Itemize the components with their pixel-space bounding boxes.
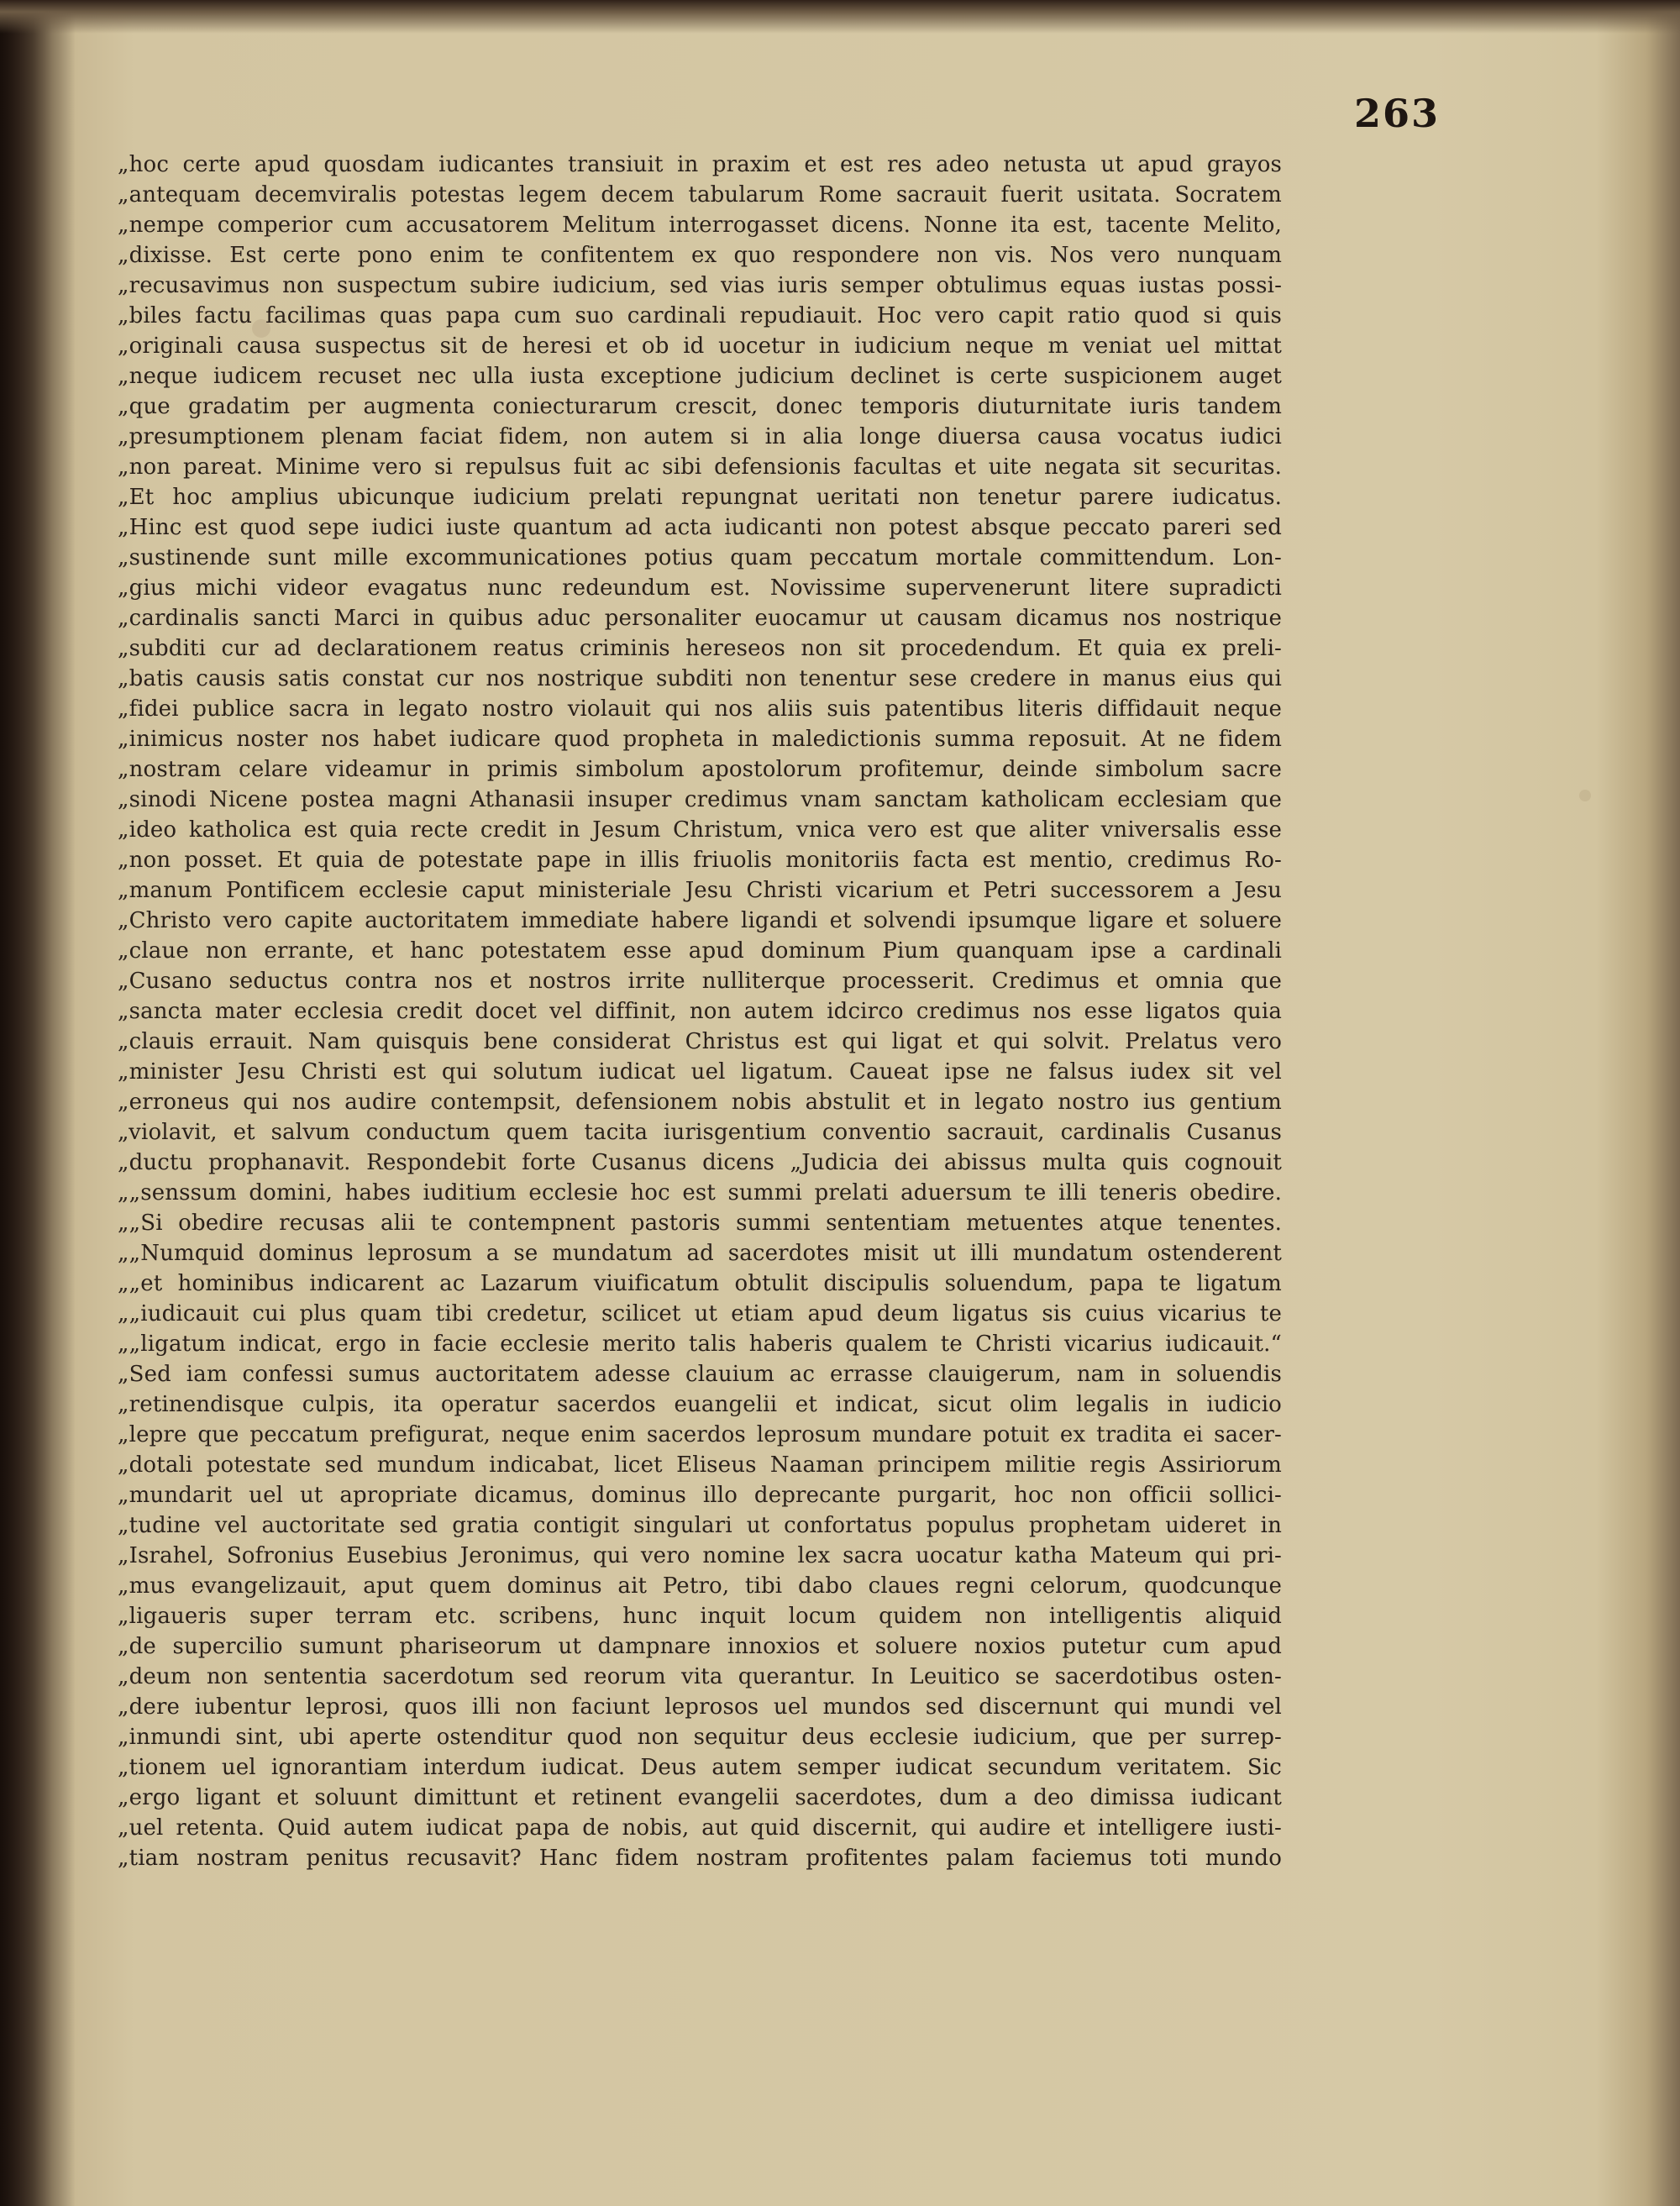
binding-gutter-shadow bbox=[0, 0, 76, 2206]
text-line: „de supercilio sumunt phariseorum ut dampnare innoxios et soluere noxios putetur cum apud bbox=[118, 1634, 1282, 1659]
text-line: „claue non errante, et hanc potestatem esse apud dominum Pium quanquam ipse a cardinali bbox=[118, 938, 1282, 964]
text-line: „erroneus qui nos audire contempsit, defensionem nobis abstulit et in legato nostro ius gentium bbox=[118, 1090, 1282, 1115]
text-line: „ergo ligant et soluunt dimittunt et retinent evangelii sacerdotes, dum a deo dimissa iudicant bbox=[118, 1785, 1282, 1810]
text-line: „„senssum domini, habes iuditium ecclesie hoc est summi prelati aduersum te illi teneris obedire. bbox=[118, 1180, 1282, 1205]
text-line: „tionem uel ignorantiam interdum iudicat. Deus autem semper iudicat secundum veritatem. Sic bbox=[118, 1755, 1282, 1780]
text-line: „violavit, et salvum conductum quem tacita iurisgentium conventio sacrauit, cardinalis Cusanus bbox=[118, 1120, 1282, 1145]
text-line: „Sed iam confessi sumus auctoritatem adesse clauium ac errasse clauigerum, nam in soluendis bbox=[118, 1362, 1282, 1387]
text-line: „inimicus noster nos habet iudicare quod propheta in maledictionis summa reposuit. At ne fidem bbox=[118, 727, 1282, 752]
text-line: „gius michi videor evagatus nunc redeundum est. Novissime supervenerunt litere supradicti bbox=[118, 575, 1282, 601]
text-line: „tiam nostram penitus recusavit? Hanc fidem nostram profitentes palam faciemus toti mundo bbox=[118, 1846, 1282, 1871]
text-line: „tudine vel auctoritate sed gratia contigit singulari ut confortatus populus prophetam uideret in bbox=[118, 1513, 1282, 1538]
text-line: „lepre que peccatum prefigurat, neque enim sacerdos leprosum mundare potuit ex tradita ei sacer- bbox=[118, 1422, 1282, 1447]
text-line: „„ligatum indicat, ergo in facie ecclesie merito talis haberis qualem te Christi vicarius iudicauit.“ bbox=[118, 1331, 1282, 1357]
text-line: „„Numquid dominus leprosum a se mundatum ad sacerdotes misit ut illi mundatum ostenderent bbox=[118, 1241, 1282, 1266]
text-line: „hoc certe apud quosdam iudicantes transiuit in praxim et est res adeo netusta ut apud grayos bbox=[118, 152, 1282, 177]
text-line: „clauis errauit. Nam quisquis bene considerat Christus est qui ligat et qui solvit. Prelatus vero bbox=[118, 1029, 1282, 1054]
text-line: „manum Pontificem ecclesie caput ministeriale Jesu Christi vicarium et Petri successorem a Jesu bbox=[118, 878, 1282, 903]
text-line: „neque iudicem recuset nec ulla iusta exceptione judicium declinet is certe suspicionem auget bbox=[118, 364, 1282, 389]
text-line: „mus evangelizauit, aput quem dominus ait Petro, tibi dabo claues regni celorum, quodcunque bbox=[118, 1573, 1282, 1599]
text-line: „biles factu facilimas quas papa cum suo cardinali repudiauit. Hoc vero capit ratio quod si quis bbox=[118, 303, 1282, 328]
text-line: „recusavimus non suspectum subire iudicium, sed vias iuris semper obtulimus equas iustas possi- bbox=[118, 273, 1282, 298]
text-line: „presumptionem plenam faciat fidem, non autem si in alia longe diuersa causa vocatus iudici bbox=[118, 424, 1282, 449]
text-line: „cardinalis sancti Marci in quibus aduc personaliter euocamur ut causam dicamus nos nostrique bbox=[118, 606, 1282, 631]
text-line: „nostram celare videamur in primis simbolum apostolorum profitemur, deinde simbolum sacre bbox=[118, 757, 1282, 782]
text-line: „nempe comperior cum accusatorem Melitum interrogasset dicens. Nonne ita est, tacente Melito, bbox=[118, 213, 1282, 238]
text-line: „sinodi Nicene postea magni Athanasii insuper credimus vnam sanctam katholicam ecclesiam que bbox=[118, 787, 1282, 812]
text-line: „dotali potestate sed mundum indicabat, licet Eliseus Naaman principem militie regis Assiriorum bbox=[118, 1452, 1282, 1478]
text-line: „„iudicauit cui plus quam tibi credetur, scilicet ut etiam apud deum ligatus sis cuius vicarius te bbox=[118, 1301, 1282, 1326]
text-line: „que gradatim per augmenta coniecturarum crescit, donec temporis diuturnitate iuris tandem bbox=[118, 394, 1282, 419]
text-line: „„Si obedire recusas alii te contempnent pastoris summi sententiam metuentes atque tenentes. bbox=[118, 1211, 1282, 1236]
text-line: „minister Jesu Christi est qui solutum iudicat uel ligatum. Caueat ipse ne falsus iudex sit vel bbox=[118, 1059, 1282, 1085]
text-line: „subditi cur ad declarationem reatus criminis hereseos non sit procedendum. Et quia ex preli- bbox=[118, 636, 1282, 661]
page-number: 263 bbox=[1354, 91, 1441, 136]
text-line: „antequam decemviralis potestas legem decem tabularum Rome sacrauit fuerit usitata. Socratem bbox=[118, 182, 1282, 207]
text-line: „Et hoc amplius ubicunque iudicium prelati repungnat ueritati non tenetur parere iudicatus. bbox=[118, 485, 1282, 510]
text-line: „dixisse. Est certe pono enim te confitentem ex quo respondere non vis. Nos vero nunquam bbox=[118, 243, 1282, 268]
text-line: „batis causis satis constat cur nos nostrique subditi non tenentur sese credere in manus eius qui bbox=[118, 666, 1282, 691]
text-line: „non pareat. Minime vero si repulsus fuit ac sibi defensionis facultas et uite negata sit securitas. bbox=[118, 454, 1282, 480]
text-line: „originali causa suspectus sit de heresi et ob id uocetur in iudicium neque m veniat uel mittat bbox=[118, 334, 1282, 359]
text-line: „uel retenta. Quid autem iudicat papa de nobis, aut quid discernit, qui audire et intelligere iusti- bbox=[118, 1815, 1282, 1841]
text-line: „sustinende sunt mille excommunicationes potius quam peccatum mortale committendum. Lon- bbox=[118, 545, 1282, 570]
text-line: „ideo katholica est quia recte credit in Jesum Christum, vnica vero est que aliter vniversalis esse bbox=[118, 817, 1282, 843]
text-line: „inmundi sint, ubi aperte ostenditur quod non sequitur deus ecclesie iudicium, que per surrep- bbox=[118, 1725, 1282, 1750]
text-line: „Hinc est quod sepe iudici iuste quantum ad acta iudicanti non potest absque peccato pareri sed bbox=[118, 515, 1282, 540]
text-line: „Cusano seductus contra nos et nostros irrite nulliterque processerit. Credimus et omnia que bbox=[118, 969, 1282, 994]
text-line: „retinendisque culpis, ita operatur sacerdos euangelii et indicat, sicut olim legalis in iudicio bbox=[118, 1392, 1282, 1417]
text-line: „deum non sententia sacerdotum sed reorum vita querantur. In Leuitico se sacerdotibus osten- bbox=[118, 1664, 1282, 1689]
text-line: „mundarit uel ut apropriate dicamus, dominus illo deprecante purgarit, hoc non officii sollici- bbox=[118, 1483, 1282, 1508]
text-line: „dere iubentur leprosi, quos illi non faciunt leprosos uel mundos sed discernunt qui mundi vel bbox=[118, 1694, 1282, 1720]
text-line: „non posset. Et quia de potestate pape in illis friuolis monitoriis facta est mentio, credimus Ro- bbox=[118, 848, 1282, 873]
text-line: „„et hominibus indicarent ac Lazarum viuificatum obtulit discipulis soluendum, papa te ligatum bbox=[118, 1271, 1282, 1296]
text-line: „Christo vero capite auctoritatem immediate habere ligandi et solvendi ipsumque ligare et soluere bbox=[118, 908, 1282, 933]
body-text bbox=[118, 150, 1282, 1873]
text-line: „Israhel, Sofronius Eusebius Jeronimus, qui vero nomine lex sacra uocatur katha Mateum qui pri- bbox=[118, 1543, 1282, 1568]
paper-stain bbox=[1579, 790, 1591, 801]
text-line: „sancta mater ecclesia credit docet vel diffinit, non autem idcirco credimus nos esse ligatos quia bbox=[118, 999, 1282, 1024]
text-line: „fidei publice sacra in legato nostro violauit qui nos aliis suis patentibus literis diffidauit neque bbox=[118, 696, 1282, 722]
text-line: „ductu prophanavit. Respondebit forte Cusanus dicens „Judicia dei abissus multa quis cognouit bbox=[118, 1150, 1282, 1175]
text-line: „ligaueris super terram etc. scribens, hunc inquit locum quidem non intelligentis aliquid bbox=[118, 1604, 1282, 1629]
page-top-edge bbox=[0, 0, 1680, 34]
